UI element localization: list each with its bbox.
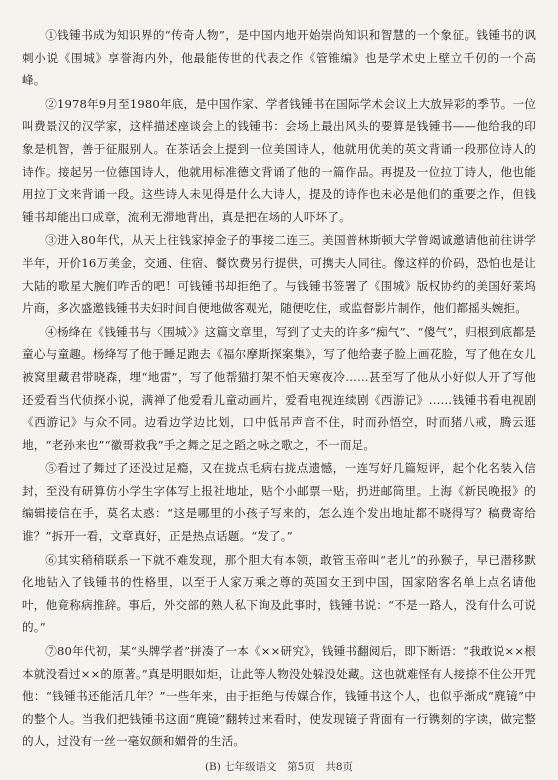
article-body xyxy=(22,24,536,753)
paragraph-7: ⑦80年代初，某“头牌学者”拼凑了一本《××研究》，钱锺书翻阅后，即下断语：“我敢说××根本就没看过××的原著。”真是明眼如炬，让此等人物没处躲没处藏。这也就难怪有人接捺不住公开咒他：“钱锺书还能活几年？”一些年来，由于拒绝与传媒合作，钱锺书这个人，也似乎渐成“麂镜”中的整个人。当我们把钱锺书这面“麂镜”翻转过来看时，使发现镜子背面有一行镌刻的字读，做完整的人，过没有一丝一毫奴颜和媚骨的生活。 xyxy=(22,644,536,749)
paragraph-6: ⑥其实稍稍联系一下就不难发现，那个胆大有本领，敢管玉帝叫“老儿”的孙猴子，早已潜移默化地钻入了钱锺书的性格里，以至于人家万乘之尊的英国女王到中国，国家陪客名单上点名请他叶，他竟称病推辞。事后，外交部的熟人私下询及此事时，钱锺书说：“不是一路人，没有什么可说的。” xyxy=(22,552,536,635)
paragraph-4: ④杨绛在《钱锺书与〈围城〉》这篇文章里，写到了丈夫的许多“痴气”、“傻气”，归根到底都是童心与童趣。杨绛写了他于睡足跑去《福尔摩斯探案集》，写了他给妻子脸上画花脸，写了他在女儿被窝里藏君带晓森，埋“地雷”，写了他帮猫打架不怕天寒夜冷……甚至写了他从小好似人开了写他还爱看当代侦探小说，满禅了他爱看儿童动画片，爱看电视连续剧《西游记》……钱锺书看电视剧《西游记》与众不同。边看边学边比划，口中低吊声音不住，时而孙悟空，时而猪八戒，腾云逛地，“老孙来也”“徽哥救我”手之舞之足之蹈之咏之歌之，不一而足。 xyxy=(22,324,536,452)
paragraph-2: ②1978年9月至1980年底，是中国作家、学者钱锺书在国际学术会议上大放异彩的季节。一位叫费景汉的汉学家，这样描述座谈会上的钱锺书：会场上最出风头的要算是钱锺书——他给我的印象是机智，善于征服别人。在茶话会上提到一位美国诗人，他就用优美的英文背诵一段那位诗人的诗作。接起另一位德国诗人，他就用标准德文背诵了他的一篇作品。再提及一位拉丁诗人，他也能用拉丁文来背诵一段。这些诗人未见得是什么大诗人，提及的诗作也未必是他们的重要之作，但钱锺书却能出口成章，流利无滞地背出，真是把在场的人吓坏了。 xyxy=(22,96,536,224)
paragraph-3: ③进入80年代，从天上往钱家掉金子的事接二连三。美国普林斯顿大学曾竭诚邀请他前往讲学半年，开价16万美金，交通、住宿、餐饮费另行提供，可携夫人同往。像这样的价码，恐怕也是让大陆的歌星大腕们咋舌的吧！可钱锺书却拒绝了。与钱锺书签署了《围城》版权协约的美国好莱坞片商，多次盛邀钱锺书夫妇时间自便地做客观光，随便吃住，或监督影片制作，他们都摇头婉拒。 xyxy=(22,233,536,316)
paragraph-1: ①钱锺书成为知识界的“传奇人物”，是中国内地开始崇尚知识和智慧的一个象征。钱锺书的讽刺小说《围城》享誉海内外，他最能传世的代表之作《管锥编》也是学术史上壁立千仞的一个高峰。 xyxy=(22,28,536,88)
page-footer: (B) 七年级语文 第5页 共8页 xyxy=(204,761,354,773)
paragraph-5: ⑤看过了舞过了还没过足瘾，又在拢点毛病右拢点遗憾，一连写好几篇短评，起个化名装入信封，至没有研算仿小学生字体写上报社地址，贴个小邮票一贴，扔进邮筒里。上海《新民晚报》的编辑接信在手，莫名太惑：“这是哪里的小孩子写来的，怎么连个发出地址都不晓得写？稿费寄给谁？”拆开一看，文章真好，正是热点话题。“发了。” xyxy=(22,461,536,544)
